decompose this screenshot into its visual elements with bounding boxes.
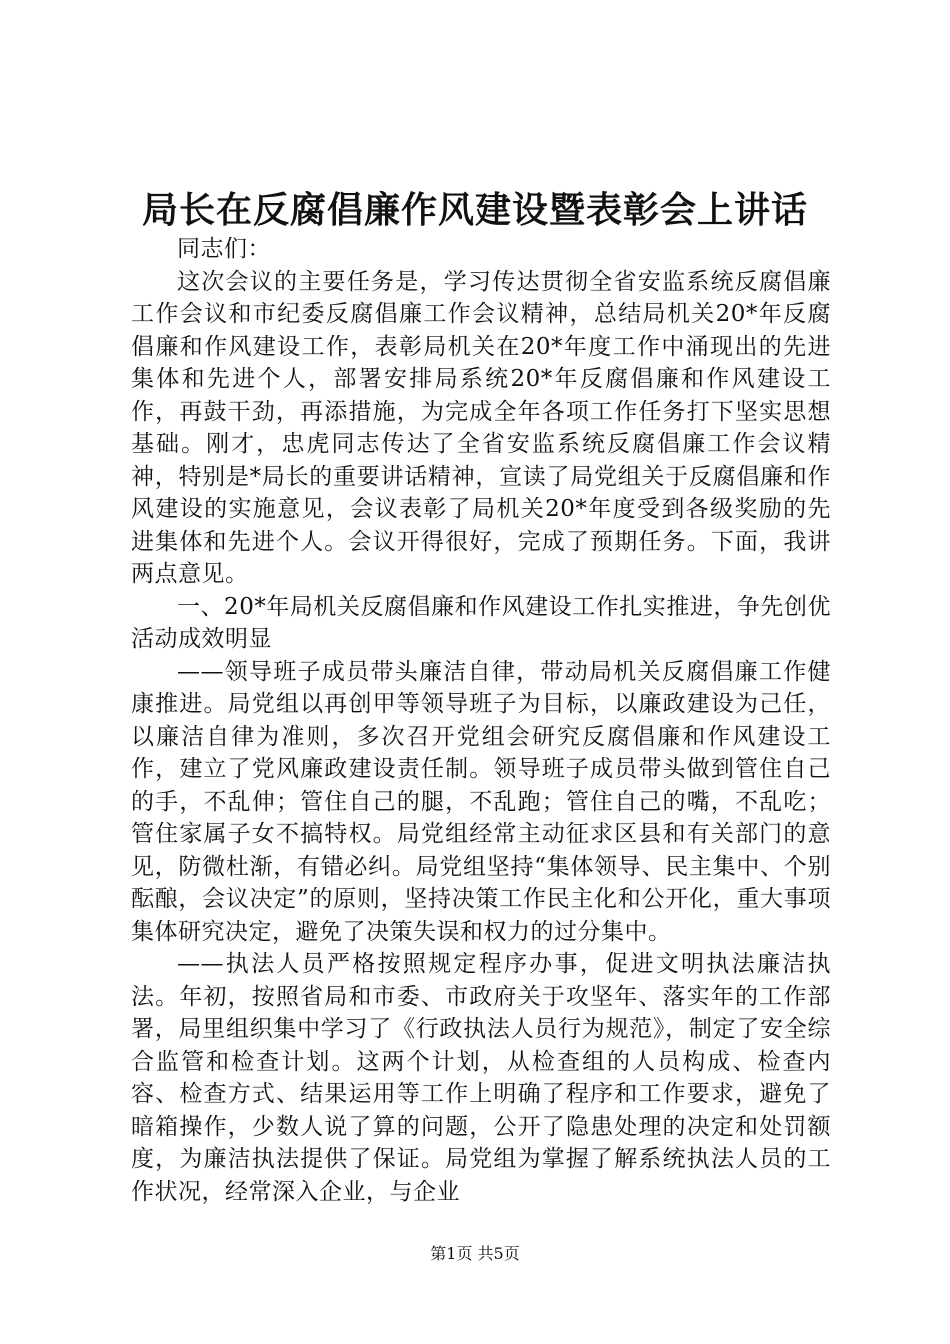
salutation-paragraph: 同志们： xyxy=(177,236,271,262)
document-title: 局长在反腐倡廉作风建设暨表彰会上讲话 xyxy=(141,189,808,231)
section-heading: 一、20*年局机关反腐倡廉和作风建设工作扎实推进，争先创优活动成效明显 xyxy=(131,593,831,652)
body-paragraph: ——执法人员严格按照规定程序办事，促进文明执法廉洁执法。年初，按照省局和市委、市政府关于攻坚年、落实年的工作部署，局里组织集中学习了《行政执法人员行为规范》，制定了安全综合监管和检查计划。这两个计划，从检查组的人员构成、检查内容、检查方式、结果运用等工作上明确了程序和工作要求，避免了暗箱操作，少数人说了算的问题，公开了隐患处理的决定和处罚额度，为廉洁执法提供了保证。局党组为掌握了解系统执法人员的工作状况，经常深入企业，与企业 xyxy=(131,951,831,1205)
intro-paragraph: 这次会议的主要任务是，学习传达贯彻全省安监系统反腐倡廉工作会议和市纪委反腐倡廉工作会议精神，总结局机关20*年反腐倡廉和作风建设工作，表彰局机关在20*年度工作中涌现出的先进集体和先进个人，部署安排局系统20*年反腐倡廉和作风建设工作，再鼓干劲，再添措施，为完成全年各项工作任务打下坚实思想基础。刚才，忠虎同志传达了全省安监系统反腐倡廉工作会议精神，特别是*局长的重要讲话精神，宣读了局党组关于反腐倡廉和作风建设的实施意见，会议表彰了局机关20*年度受到各级奖励的先进集体和先进个人。会议开得很好，完成了预期任务。下面，我讲两点意见。 xyxy=(131,268,831,587)
page-number-footer: 第1页 共5页 xyxy=(430,1244,520,1263)
document-body xyxy=(131,233,831,1208)
body-paragraph: ——领导班子成员带头廉洁自律，带动局机关反腐倡廉工作健康推进。局党组以再创甲等领导班子为目标，以廉政建设为己任，以廉洁自律为准则，多次召开党组会研究反腐倡廉和作风建设工作，建立了党风廉政建设责任制。领导班子成员带头做到管住自己的手，不乱伸；管住自己的腿，不乱跑；管住自己的嘴，不乱吃；管住家属子女不搞特权。局党组经常主动征求区县和有关部门的意见，防微杜渐，有错必纠。局党组坚持“集体领导、民主集中、个别酝酿，会议决定”的原则，坚持决策工作民主化和公开化，重大事项集体研究决定，避免了决策失误和权力的过分集中。 xyxy=(131,658,831,945)
